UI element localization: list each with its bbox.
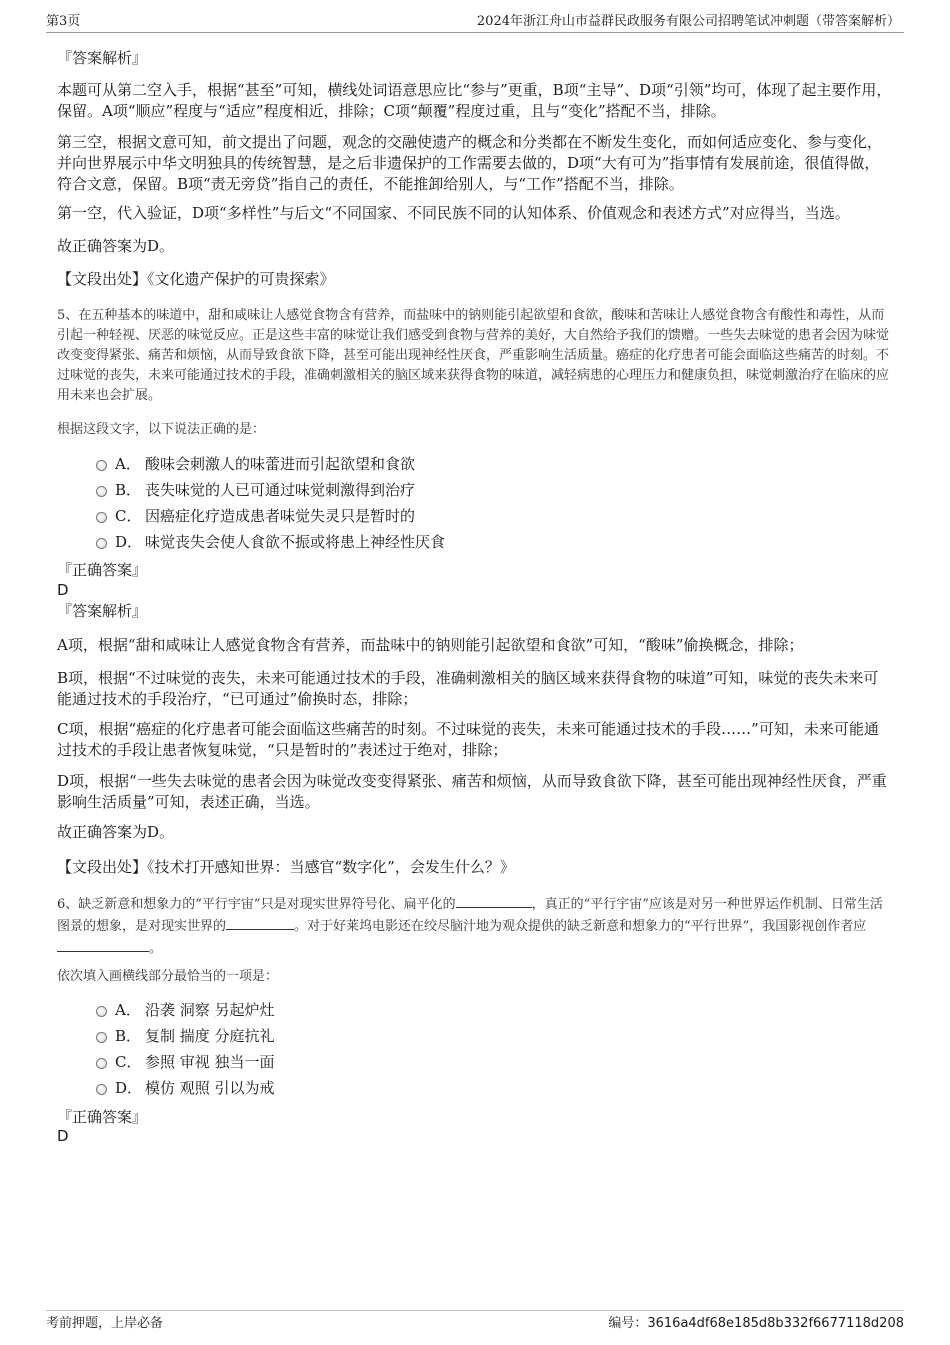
q6-question: 依次填入画横线部分最恰当的一项是： — [57, 969, 279, 984]
q5-analysis-d: D项，根据“一些失去味觉的患者会因为味觉改变变得紧张、痛苦和烦恼，从而导致食欲下降，甚至可能出现神经性厌食，严重影响生活质量”可知，表述正确，当选。 — [57, 772, 887, 811]
radio-button[interactable] — [96, 1032, 107, 1043]
radio-button[interactable] — [96, 1058, 107, 1069]
answer-blank-3 — [57, 937, 149, 952]
option-letter: A． — [115, 455, 141, 473]
q5-analysis-a: A项，根据“甜和咸味让人感觉食物含有营养，而盐味中的钠则能引起欲望和食欲”可知，“酸味”偷换概念，排除； — [57, 636, 804, 654]
q6-answer: D — [57, 1127, 69, 1145]
q4-conclusion: 故正确答案为D。 — [57, 237, 175, 255]
option-letter: C． — [115, 1053, 142, 1071]
q5-conclusion: 故正确答案为D。 — [57, 823, 175, 841]
code-value: 3616a4df68e185d8b332f6677118d208 — [647, 1316, 904, 1331]
q6-stem-part1: 6、缺乏新意和想象力的“平行宇宙”只是对现实世界符号化、扁平化的 — [57, 897, 456, 912]
option-letter: C． — [115, 507, 142, 525]
option-text: 模仿 观照 引以为戒 — [145, 1079, 275, 1097]
document-code — [608, 1313, 904, 1335]
q5-answer: D — [57, 581, 69, 599]
q5-answer-label: 『正确答案』 — [57, 561, 148, 579]
option-text: 沿袭 洞察 另起炉灶 — [145, 1001, 275, 1019]
q6-stem-part4: 。 — [149, 941, 163, 956]
radio-button[interactable] — [96, 1006, 107, 1017]
radio-button[interactable] — [96, 538, 107, 549]
q4-analysis-para3: 第一空，代入验证，D项“多样性”与后文“不同国家、不同民族不同的认知体系、价值观念和表述方式”对应得当，当选。 — [57, 204, 850, 222]
option-letter: D． — [115, 1079, 143, 1097]
q4-analysis-label: 『答案解析』 — [57, 49, 148, 67]
q6-stem-part2: ，真正的“平行宇宙”应该是对另一种世界运作机制、日常生活图景的想象，是对现实世界的 — [57, 897, 883, 934]
option-letter: A． — [115, 1001, 141, 1019]
q4-source: 【文段出处】《文化遗产保护的可贵探索》 — [57, 270, 335, 288]
q5-question: 根据这段文字，以下说法正确的是： — [57, 422, 266, 437]
q6-stem — [57, 893, 893, 959]
page-header — [46, 12, 904, 33]
option-text: 味觉丧失会使人食欲不振或将患上神经性厌食 — [145, 533, 446, 551]
option-text: 参照 审视 独当一面 — [145, 1053, 275, 1071]
code-label: 编号： — [608, 1316, 648, 1331]
q4-analysis-para2: 第三空，根据文意可知，前文提出了问题，观念的交融使遗产的概念和分类都在不断发生变化，而如何适应变化、参与变化，并向世界展示中华文明独具的传统智慧，是之后非遗保护的工作需要去做的，D项“大有可为”指事情有发展前途，很值得做，符合文意，保留。B项“责无旁贷”指自己的责任，不能推卸给别人，与“工作”搭配不当，排除。 — [57, 133, 883, 193]
document-title: 2024年浙江舟山市益群民政服务有限公司招聘笔试冲刺题（带答案解析） — [476, 14, 900, 29]
radio-button[interactable] — [96, 486, 107, 497]
option-letter: D． — [115, 533, 143, 551]
option-letter: B． — [115, 481, 142, 499]
option-text: 因癌症化疗造成患者味觉失灵只是暂时的 — [145, 507, 416, 525]
option-text: 丧失味觉的人已可通过味觉刺激得到治疗 — [145, 481, 416, 499]
radio-button[interactable] — [96, 460, 107, 471]
option-text: 酸味会刺激人的味蕾进而引起欲望和食欲 — [145, 455, 416, 473]
footer-slogan: 考前押题，上岸必备 — [46, 1316, 164, 1331]
q5-source: 【文段出处】《技术打开感知世界：当感官“数字化”，会发生什么？》 — [57, 858, 515, 876]
q6-stem-part3: 。对于好莱坞电影还在绞尽脑汁地为观众提供的缺乏新意和想象力的“平行世界”，我国影视创作者应 — [294, 919, 867, 934]
q5-analysis-label: 『答案解析』 — [57, 602, 148, 620]
q5-analysis-b: B项，根据“不过味觉的丧失，未来可能通过技术的手段，准确刺激相关的脑区域来获得食物的味道”可知，味觉的丧失未来可能通过技术的手段治疗，“已可通过”偷换时态，排除； — [57, 669, 879, 708]
page-number: 第3页 — [46, 14, 81, 29]
page-footer — [46, 1310, 904, 1333]
q5-stem: 5、在五种基本的味道中，甜和咸味让人感觉食物含有营养，而盐味中的钠则能引起欲望和食欲，酸味和苦味让人感觉食物含有酸性和毒性，从而引起一种轻视、厌恶的味觉反应。正是这些丰富的味觉让我们感受到食物与营养的美好，大自然给予我们的馈赠。一些失去味觉的患者会因为味觉改变变得紧张、痛苦和烦恼，从而导致食欲下降，甚至可能出现神经性厌食，严重影响生活质量。癌症的化疗患者可能会面临这些痛苦的时刻。不过味觉的丧失，未来可能通过技术的手段，准确刺激相关的脑区域来获得食物的味道，减轻病患的心理压力和健康负担，味觉刺激治疗在临床的应用未来也会扩展。 — [57, 308, 890, 403]
option-text: 复制 揣度 分庭抗礼 — [145, 1027, 275, 1045]
answer-blank-2 — [226, 915, 294, 930]
radio-button[interactable] — [96, 512, 107, 523]
radio-button[interactable] — [96, 1084, 107, 1095]
option-letter: B． — [115, 1027, 142, 1045]
q5-analysis-c: C项，根据“癌症的化疗患者可能会面临这些痛苦的时刻。不过味觉的丧失，未来可能通过技术的手段……”可知，未来可能通过技术的手段让患者恢复味觉，“只是暂时的”表述过于绝对，排除； — [57, 720, 879, 759]
q4-analysis-para1: 本题可从第二空入手，根据“甚至”可知，横线处词语意思应比“参与”更重，B项“主导”、D项“引领”均可，体现了起主要作用，保留。A项“顺应”程度与“适应”程度相近，排除；C项“颠覆”程度过重，且与“变化”搭配不当，排除。 — [57, 81, 892, 120]
answer-blank-1 — [456, 893, 532, 908]
q6-answer-label: 『正确答案』 — [57, 1108, 148, 1126]
